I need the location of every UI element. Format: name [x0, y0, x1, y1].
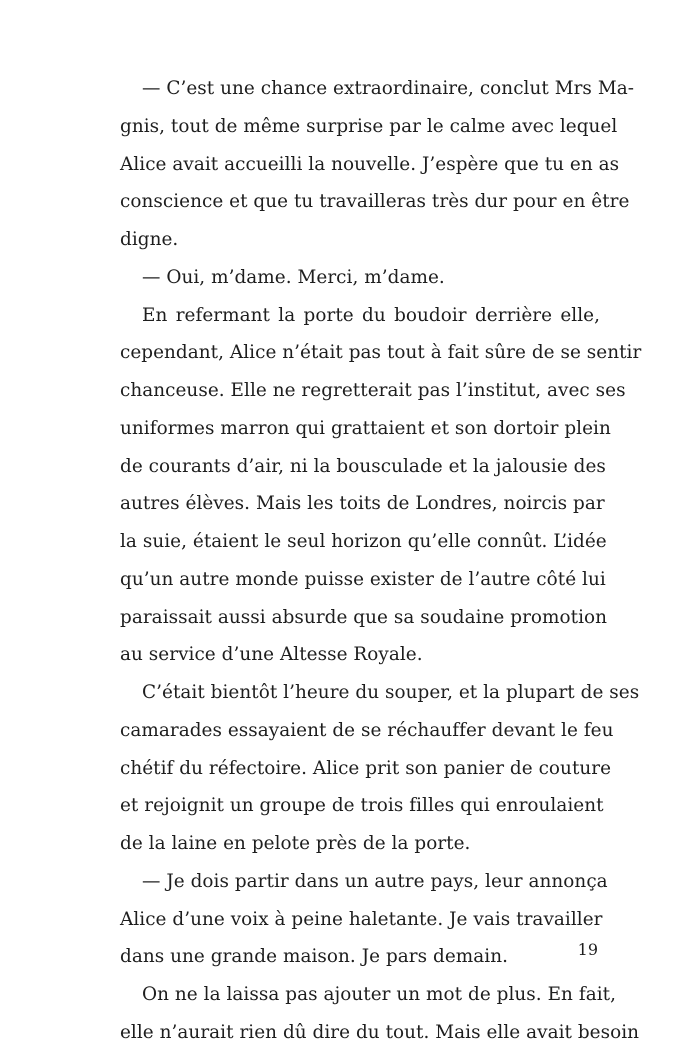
- page-number: 19: [577, 940, 598, 959]
- text-line: chétif du réfectoire. Alice prit son panier de couture: [120, 757, 612, 779]
- text-line: Alice avait accueilli la nouvelle. J’espère que tu en as: [120, 153, 620, 175]
- text-line: camarades essayaient de se réchauffer devant le feu: [120, 719, 614, 741]
- text-line: chanceuse. Elle ne regretterait pas l’institut, avec ses: [120, 380, 626, 401]
- text-line: uniformes marron qui grattaient et son dortoir plein: [120, 417, 611, 439]
- text-line: autres élèves. Mais les toits de Londres, noircis par: [120, 493, 605, 515]
- text-line: On ne la laissa pas ajouter un mot de plus. En fait,: [142, 984, 616, 1005]
- text-line: — Oui, m’dame. Merci, m’dame.: [142, 266, 445, 288]
- text-line: cependant, Alice n’était pas tout à fait sûre de se sentir: [120, 342, 642, 364]
- text-line: de la laine en pelote près de la porte.: [120, 833, 471, 854]
- text-line: qu’un autre monde puisse exister de l’autre côté lui: [120, 568, 606, 590]
- text-line: gnis, tout de même surprise par le calme avec lequel: [120, 115, 618, 137]
- text-line: dans une grande maison. Je pars demain.: [120, 946, 508, 968]
- text-line: — C’est une chance extraordinaire, conclut Mrs Ma-: [142, 78, 634, 99]
- text-line: conscience et que tu travailleras très dur pour en être: [120, 191, 630, 213]
- text-line: Alice d’une voix à peine haletante. Je vais travailler: [120, 908, 603, 930]
- text-line: et rejoignit un groupe de trois filles qui enroulaient: [120, 795, 604, 817]
- text-line: C’était bientôt l’heure du souper, et la plupart de ses: [142, 682, 640, 703]
- body-text: [120, 70, 642, 1052]
- text-line: — Je dois partir dans un autre pays, leur annonça: [142, 870, 608, 892]
- text-line: digne.: [120, 229, 179, 250]
- text-line: la suie, étaient le seul horizon qu’elle connût. L’idée: [120, 531, 607, 552]
- text-line: paraissait aussi absurde que sa soudaine promotion: [120, 606, 608, 628]
- text-line: au service d’une Altesse Royale.: [120, 644, 423, 666]
- text-line: de courants d’air, ni la bousculade et la jalousie des: [120, 455, 606, 477]
- text-line: elle n’aurait rien dû dire du tout. Mais elle avait besoin: [120, 1021, 640, 1043]
- text-line: En refermant la porte du boudoir derrière elle,: [142, 304, 600, 326]
